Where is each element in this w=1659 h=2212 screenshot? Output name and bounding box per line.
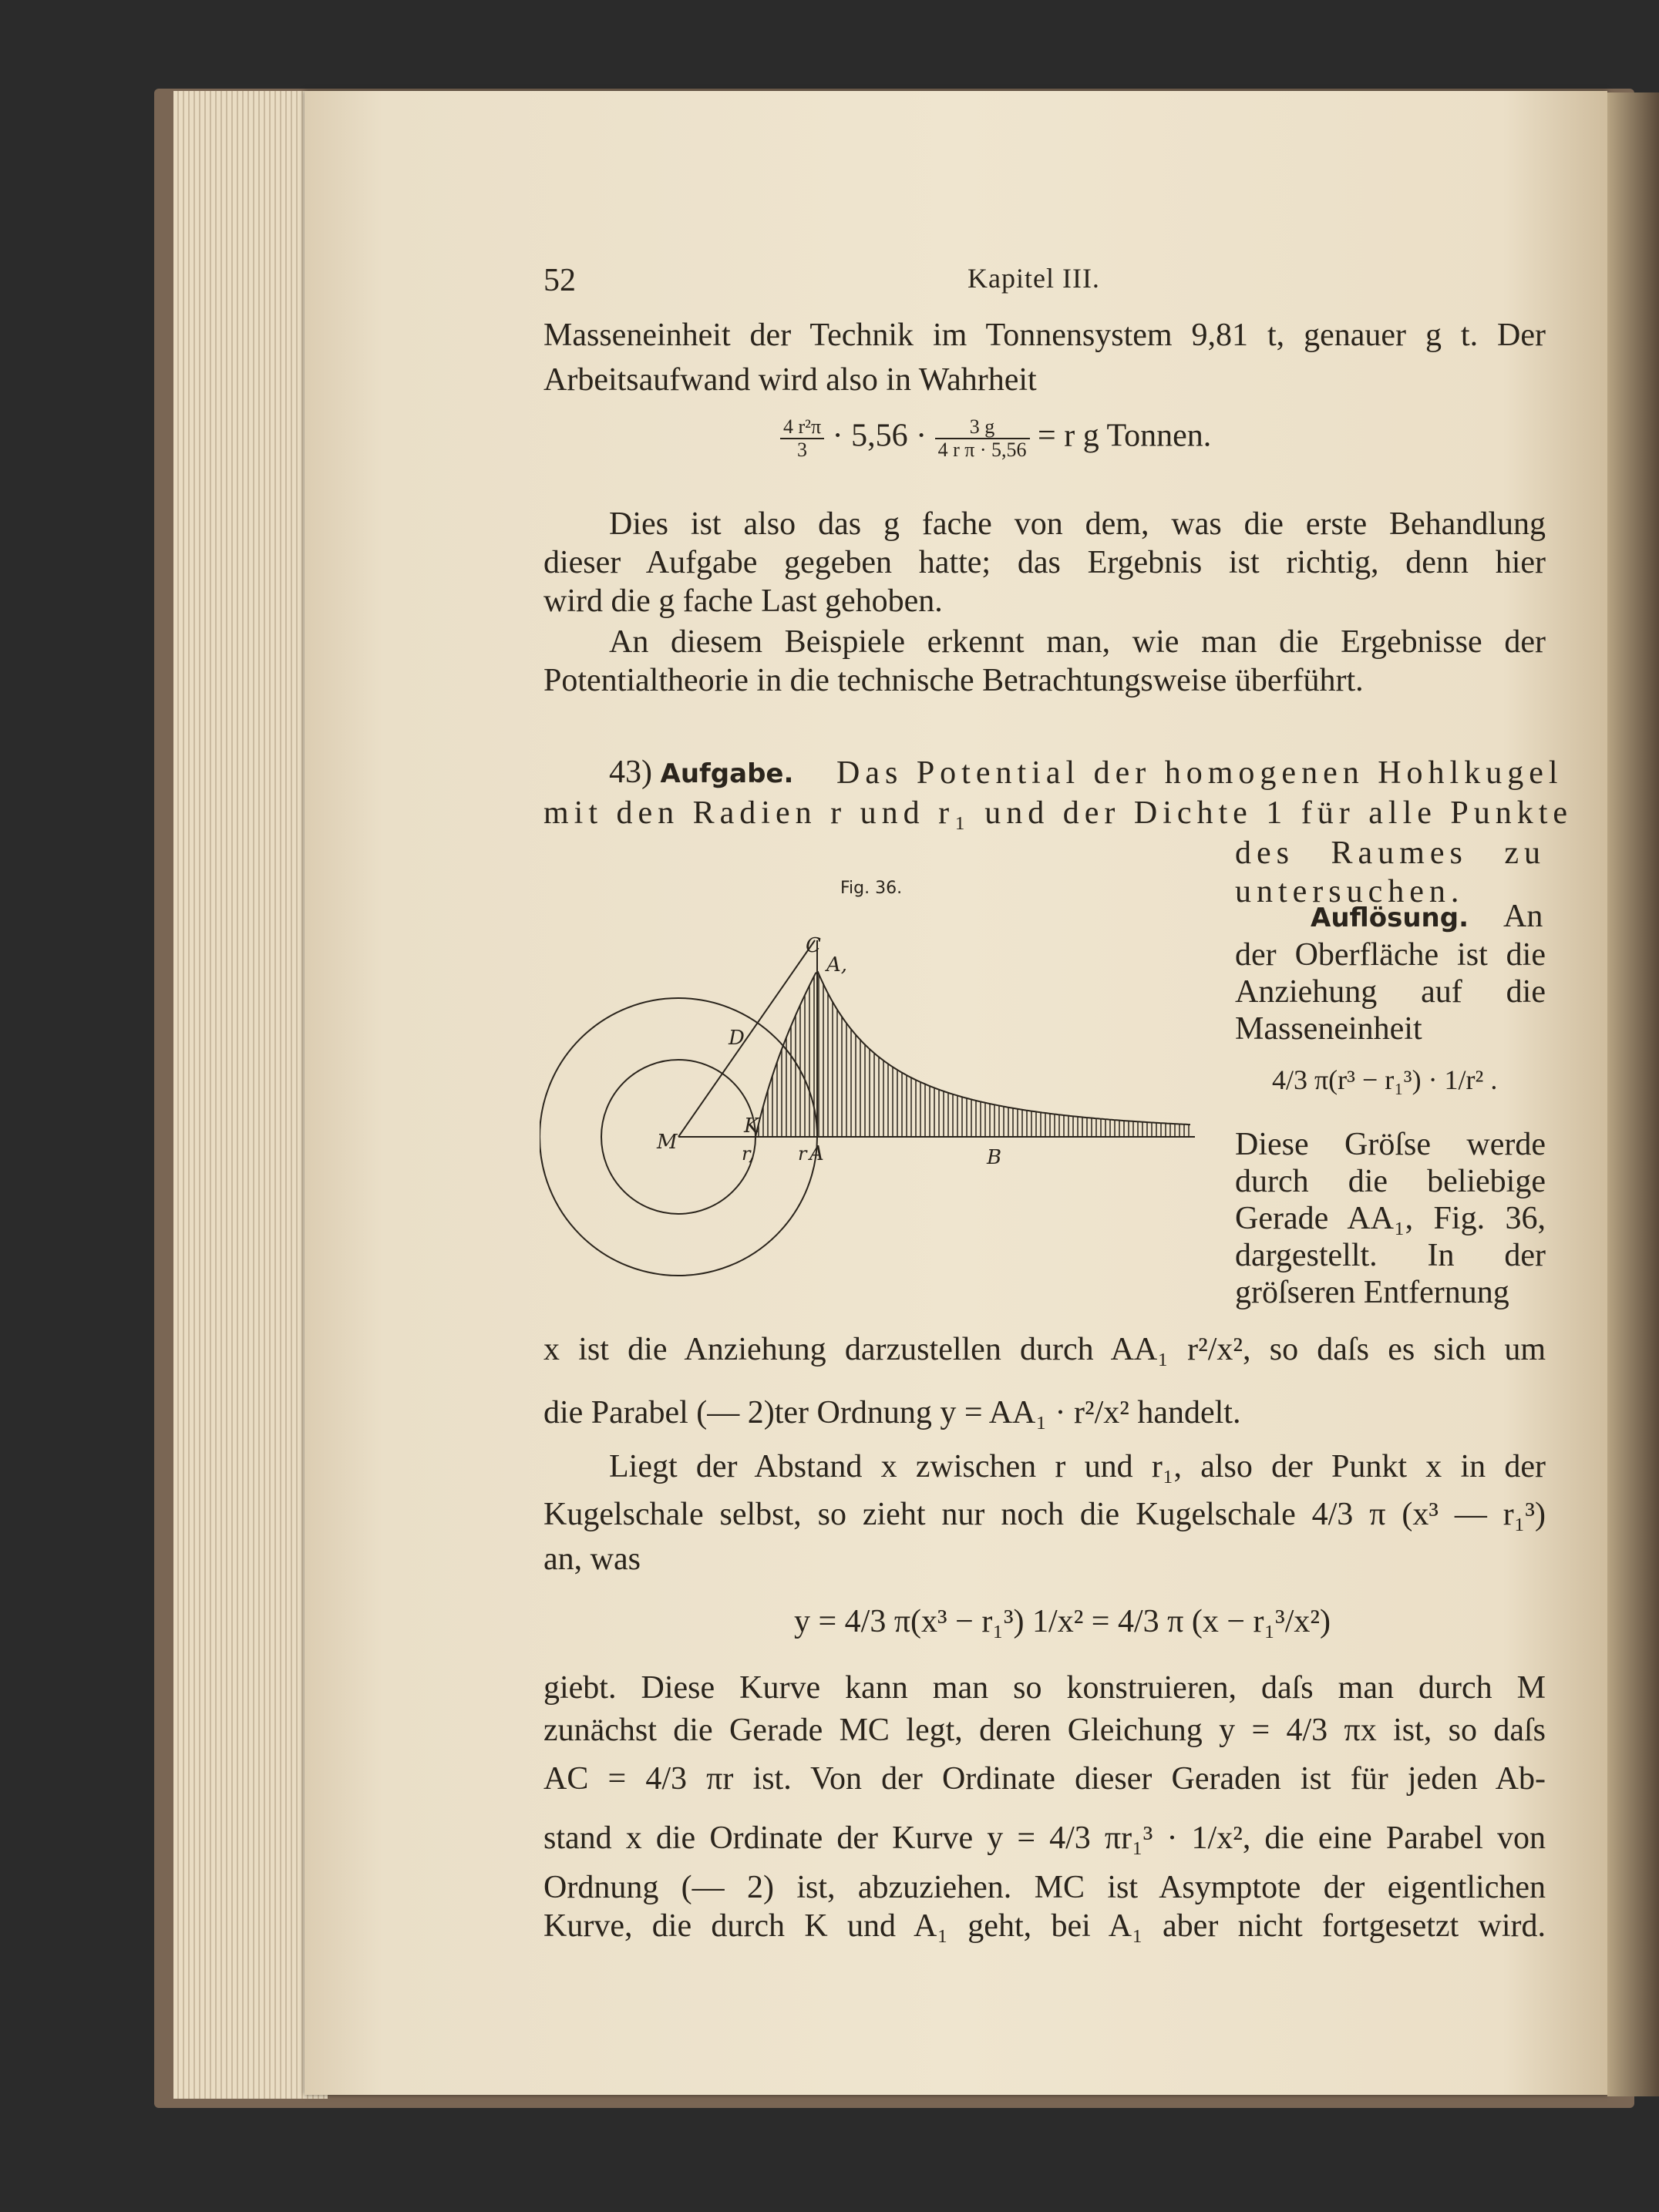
text-line: Liegt der Abstand x zwischen r und r₁, also der Punkt x in der [609,1449,1546,1484]
formula-fraction-denominator: 3 [797,439,808,461]
text-line: Masseneinheit der Technik im Tonnensystem 9,81 t, genauer g t. Der [543,318,1546,353]
text-line: stand x die Ordinate der Kurve y = 4/3 πr₁³ · 1/x², die eine Parabel von [543,1820,1546,1856]
solution-heading [1311,898,1469,935]
formula-result: = r g Tonnen. [1038,418,1212,454]
task-number: 43) [609,755,652,790]
text-line: giebt. Diese Kurve kann man so konstruieren, daſs man durch M [543,1670,1546,1706]
text-line: mit den Radien r und r₁ und der Dichte 1 für alle Punkte [543,795,1573,831]
text-line: an, was [543,1541,641,1577]
label-B: B [987,1146,1002,1169]
text-line: die Parabel (— 2)ter Ordnung y = AA₁ · r²/x² handelt. [543,1395,1241,1430]
text-line: AC = 4/3 πr ist. Von der Ordinate dieser Geraden ist für jeden Ab- [543,1761,1546,1797]
formula-work [780,416,1211,461]
text-line: Gerade AA₁, Fig. 36, [1235,1201,1546,1236]
text-line: Kurve, die durch K und A₁ geht, bei A₁ aber nicht fortgesetzt wird. [543,1908,1546,1944]
page-number: 52 [543,263,576,298]
formula-kurve: y = 4/3 π(x³ − r₁³) 1/x² = 4/3 π (x − r₁³/x²) [794,1604,1331,1639]
label-A: A [809,1142,824,1165]
text-line: der Oberfläche ist die [1235,937,1546,973]
task-heading [609,754,793,791]
text-line: dieser Aufgabe gegeben hatte; das Ergebnis ist richtig, denn hier [543,545,1546,580]
solution-formula: 4/3 π(r³ − r₁³) · 1/r² . [1272,1064,1498,1095]
text-line: Ordnung (— 2) ist, abzuziehen. MC ist Asymptote der eigentlichen [543,1870,1546,1905]
text-line: Arbeitsaufwand wird also in Wahrheit [543,362,1037,398]
text-line: Potentialtheorie in die technische Betrachtungsweise überführt. [543,663,1364,698]
text-line: untersuchen. [1235,874,1465,909]
text-line: Masseneinheit [1235,1011,1422,1047]
text-line: dargestellt. In der [1235,1238,1546,1273]
gutter-shadow [1607,92,1659,2096]
label-A1: A, [826,953,848,977]
text-line: An [1503,899,1543,934]
label-r1: r, [742,1143,755,1165]
text-line: An diesem Beispiele erkennt man, wie man die Ergebnisse der [609,624,1546,660]
text-line: Kugelschale selbst, so zieht nur noch die Kugelschale 4/3 π (x³ — r₁³) [543,1497,1546,1532]
potential-curve [755,972,1190,1137]
text-line: gröſseren Entfernung [1235,1275,1509,1310]
label-D: D [729,1027,745,1050]
label-M: M [657,1131,678,1154]
formula-fraction-denominator: 4 r π · 5,56 [937,439,1027,461]
solution-label: Auflösung. [1311,903,1469,933]
text-line: wird die g fache Last gehoben. [543,583,943,619]
formula-fraction-numerator: 4 r²π [780,416,824,439]
formula-fraction-numerator: 3 g [935,416,1030,439]
task-label: Aufgabe. [660,758,794,789]
text-line: durch die beliebige [1235,1164,1546,1199]
text-line: Das Potential der homogenen Hohlkugel [836,755,1563,791]
curve-hatching [759,940,1189,1137]
text-line: Diese Gröſse werde [1235,1127,1546,1162]
label-K: K [744,1114,759,1138]
text-line: Dies ist also das g fache von dem, was die erste Behandlung [609,506,1546,542]
label-r: r [798,1143,807,1165]
text-line: x ist die Anziehung darzustellen durch AA₁ r²/x², so daſs es sich um [543,1332,1546,1367]
asymptote-MC [678,940,815,1137]
text-line: Anziehung auf die [1235,974,1546,1010]
formula-middle: · 5,56 · [832,418,927,454]
text-line: des Raumes zu [1235,835,1546,871]
text-line: zunächst die Gerade MC legt, deren Gleichung y = 4/3 πx ist, so daſs [543,1713,1546,1748]
figure-caption: Fig. 36. [840,879,903,898]
running-title: Kapitel III. [967,263,1100,294]
label-C: C [806,934,821,957]
figure-36-diagram [540,929,1203,1283]
